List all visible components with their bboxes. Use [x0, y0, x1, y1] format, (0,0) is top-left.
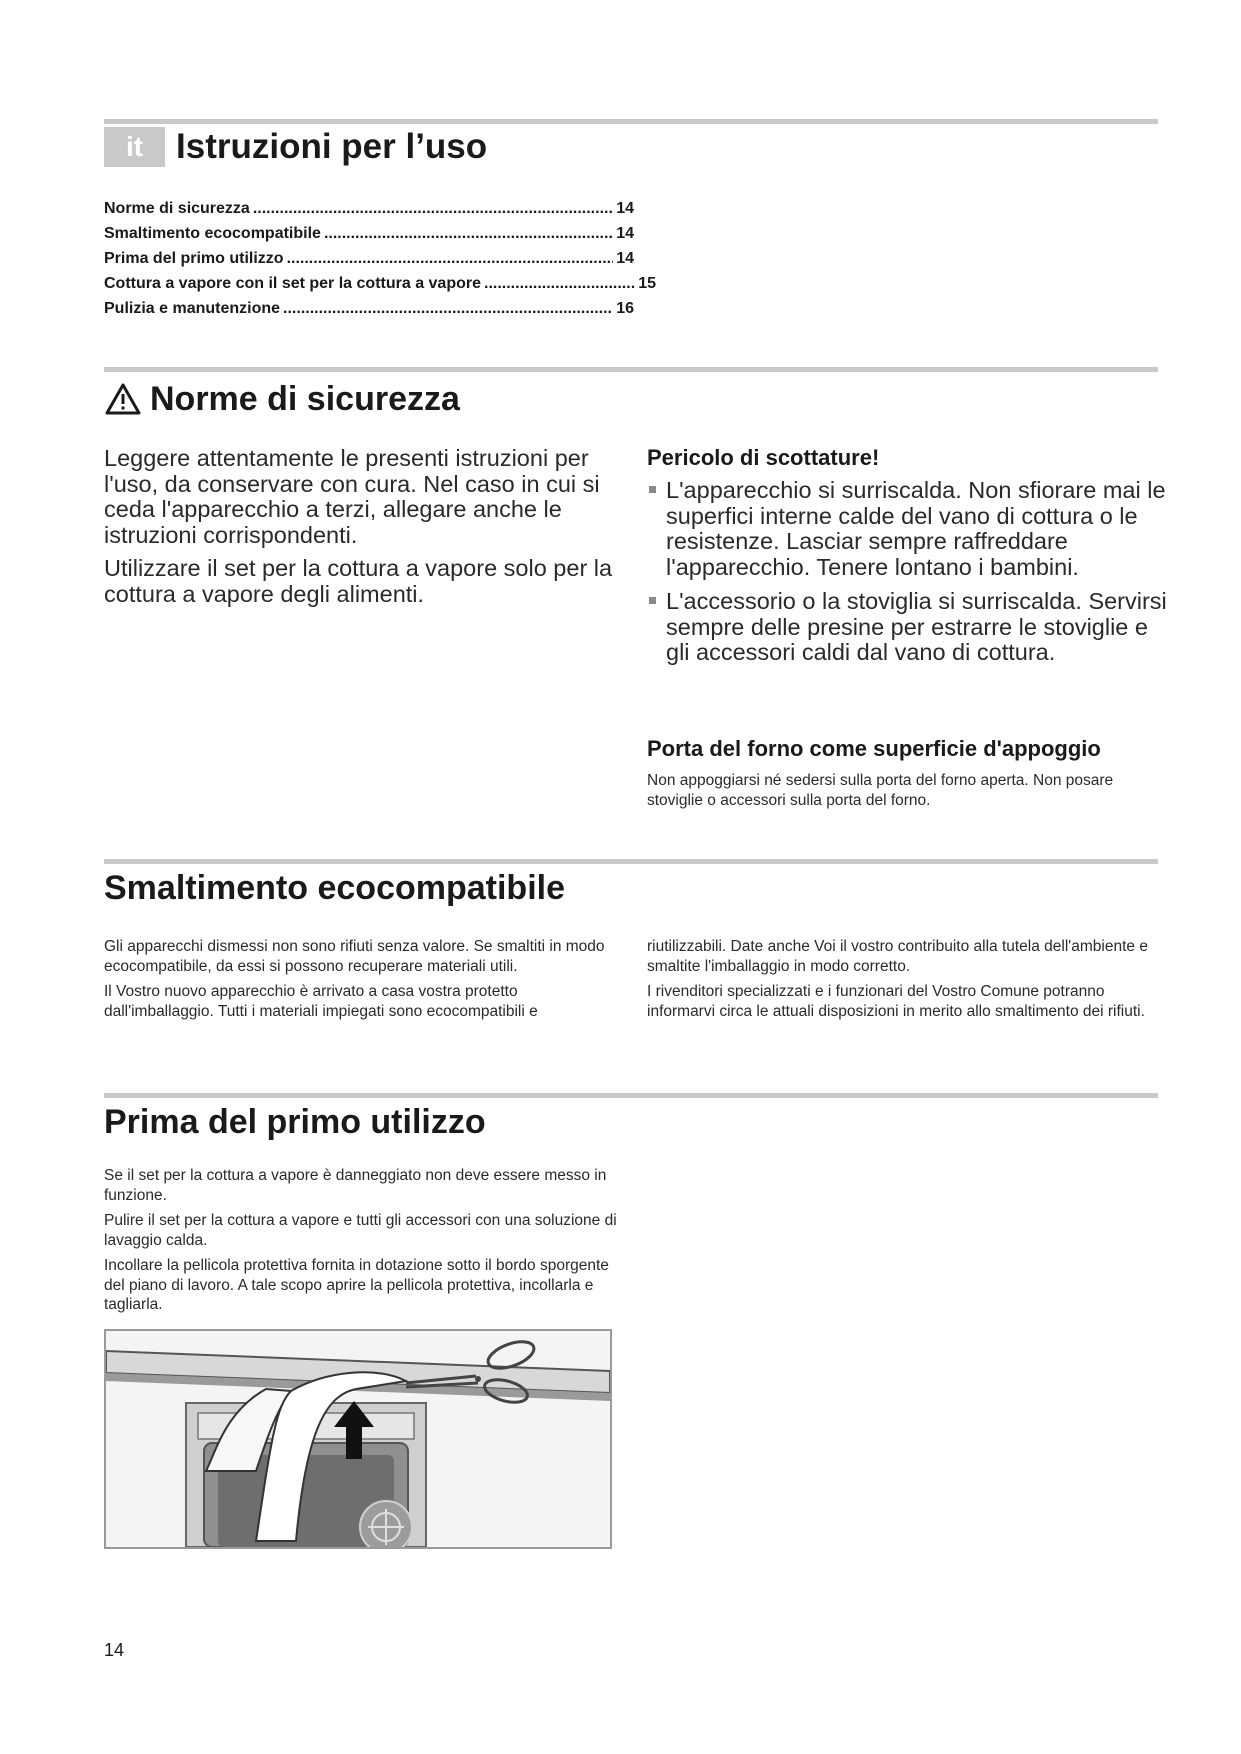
- burn-warning-title: Pericolo di scottature!: [647, 445, 880, 470]
- toc-entry-page: 14: [616, 225, 634, 242]
- disposal-left-column: [104, 937, 624, 1027]
- toc-leader-dots: [484, 271, 635, 296]
- disposal-right-column: [647, 937, 1157, 1027]
- protective-film-scissors-illustration: [106, 1331, 610, 1547]
- protective-film-illustration: [104, 1329, 612, 1549]
- disposal-title: Smaltimento ecocompatibile: [104, 869, 565, 907]
- toc-entry-label: Smaltimento ecocompatibile: [104, 225, 321, 242]
- door-warning-text: Non appoggiarsi né sedersi sulla porta del forno aperta. Non posare stoviglie o accessori sulla porta del forno.: [647, 772, 1114, 809]
- toc-entry-label: Norme di sicurezza: [104, 200, 250, 217]
- toc-leader-dots: [324, 221, 613, 246]
- list-item: L'apparecchio si surriscalda. Non sfiorare mai le superfici interne calde del vano di cottura o le resistenze. Lasciar sempre raffreddare l'apparecchio. Tenere lontano i bambini.: [647, 478, 1167, 580]
- section-rule: [104, 367, 1158, 372]
- section-rule: [104, 1093, 1158, 1098]
- toc-entry-label: Cottura a vapore con il set per la cottura a vapore: [104, 275, 481, 292]
- safety-heading: [104, 378, 460, 420]
- list-item: L'accessorio o la stoviglia si surriscalda. Servirsi sempre delle presine per estrarre le stoviglie e gli accessori caldi dal vano di cottura.: [647, 589, 1167, 666]
- section-rule: [104, 859, 1158, 864]
- paragraph: I rivenditori specializzati e i funzionari del Vostro Comune potranno informarvi circa le attuali disposizioni in merito allo smaltimento dei rifiuti.: [647, 983, 1145, 1020]
- paragraph: Il Vostro nuovo apparecchio è arrivato a casa vostra protetto dall'imballaggio. Tutti i materiali impiegati sono ecocompatibili e: [104, 983, 538, 1020]
- toc-entry-page: 16: [616, 300, 634, 317]
- warning-triangle-icon: [104, 382, 142, 416]
- page-number: 14: [104, 1640, 125, 1660]
- door-warning-title: Porta del forno come superficie d'appoggio: [647, 736, 1101, 761]
- header-rule: [104, 119, 1158, 124]
- toc-entry[interactable]: [104, 196, 634, 221]
- table-of-contents: [104, 196, 656, 321]
- toc-entry[interactable]: [104, 246, 634, 271]
- toc-entry-page: 14: [616, 250, 634, 267]
- paragraph: Gli apparecchi dismessi non sono rifiuti senza valore. Se smaltiti in modo ecocompatibile, da essi si possono recuperare materiali utili.: [104, 938, 605, 975]
- toc-entry[interactable]: [104, 221, 634, 246]
- paragraph: Se il set per la cottura a vapore è danneggiato non deve essere messo in funzione.: [104, 1167, 607, 1204]
- toc-leader-dots: [253, 196, 613, 221]
- burn-warning: [647, 444, 1167, 675]
- toc-entry[interactable]: [104, 296, 634, 321]
- paragraph: Incollare la pellicola protettiva fornita in dotazione sotto il bordo sporgente del piano di lavoro. A tale scopo aprire la pellicola protettiva, incollarla e tagliarla.: [104, 1257, 609, 1313]
- paragraph: Pulire il set per la cottura a vapore e tutti gli accessori con una soluzione di lavaggio calda.: [104, 1212, 617, 1249]
- document-title: Istruzioni per l’uso: [176, 127, 488, 166]
- first-use-title: Prima del primo utilizzo: [104, 1103, 486, 1141]
- safety-intro: [104, 446, 634, 615]
- safety-title: Norme di sicurezza: [150, 380, 460, 418]
- toc-leader-dots: [287, 246, 614, 271]
- language-badge: it: [104, 127, 165, 167]
- paragraph: Utilizzare il set per la cottura a vapore solo per la cottura a vapore degli alimenti.: [104, 555, 613, 607]
- toc-entry-page: 14: [616, 200, 634, 217]
- door-warning: [647, 735, 1167, 810]
- paragraph: riutilizzabili. Date anche Voi il vostro contribuito alla tutela dell'ambiente e smaltite l'imballaggio in modo corretto.: [647, 938, 1148, 975]
- first-use-text: [104, 1166, 619, 1321]
- burn-warning-list: [647, 478, 1167, 666]
- toc-entry-page: 15: [638, 275, 656, 292]
- toc-entry-label: Prima del primo utilizzo: [104, 250, 284, 267]
- toc-leader-dots: [283, 296, 613, 321]
- toc-entry-label: Pulizia e manutenzione: [104, 300, 281, 317]
- toc-entry[interactable]: [104, 271, 656, 296]
- paragraph: Leggere attentamente le presenti istruzioni per l'uso, da conservare con cura. Nel caso in cui si ceda l'apparecchio a terzi, allegare anche le istruzioni corrispondenti.: [104, 445, 600, 548]
